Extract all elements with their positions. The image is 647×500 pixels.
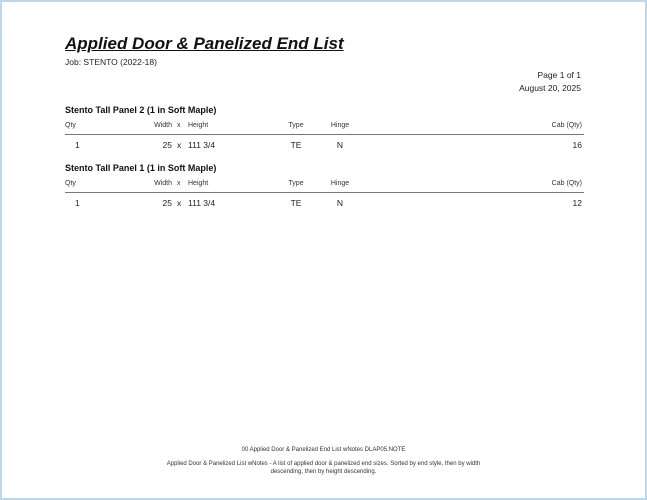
- cab-cell: 16: [572, 140, 582, 150]
- height-cell: 111 3/4: [188, 198, 216, 208]
- col-height-header: Height: [188, 122, 209, 129]
- qty-cell: 1: [75, 198, 80, 208]
- footer-description: Applied Door & Panelized List wNotes - A list of applied door & panelized end sizes. Sorted by end style, then by width descending, then by height descending.: [166, 461, 481, 475]
- qty-cell: 1: [75, 140, 80, 150]
- hinge-cell: N: [336, 140, 344, 150]
- col-cab-header: Cab (Qty): [551, 180, 582, 187]
- col-width-header: Width: [154, 122, 172, 129]
- page-info: [519, 69, 581, 95]
- report-title: Applied Door & Panelized End List: [65, 34, 344, 53]
- col-type-header: Type: [288, 180, 304, 187]
- table-row: [65, 198, 584, 210]
- cab-cell: 12: [572, 198, 582, 208]
- col-hinge-header: Hinge: [330, 180, 350, 187]
- x-cell: x: [177, 198, 182, 208]
- col-height-header: Height: [188, 180, 209, 187]
- footer-report-name: 00 Applied Door & Panelized End List wNotes DLAP05.NOTE: [241, 447, 406, 453]
- width-cell: 25: [162, 198, 172, 208]
- section-title: Stento Tall Panel 2 (1 in Soft Maple): [65, 105, 217, 115]
- col-qty-header: Qty: [65, 122, 76, 129]
- col-x-header: x: [177, 180, 181, 187]
- type-cell: TE: [290, 198, 302, 208]
- width-cell: 25: [162, 140, 172, 150]
- section-title: Stento Tall Panel 1 (1 in Soft Maple): [65, 163, 217, 173]
- column-header-row: [65, 180, 584, 193]
- table-row: [65, 140, 584, 152]
- col-x-header: x: [177, 122, 181, 129]
- col-type-header: Type: [288, 122, 304, 129]
- page-number: Page 1 of 1: [537, 70, 581, 80]
- x-cell: x: [177, 140, 182, 150]
- col-cab-header: Cab (Qty): [551, 122, 582, 129]
- type-cell: TE: [290, 140, 302, 150]
- hinge-cell: N: [336, 198, 344, 208]
- job-label: Job: STENTO (2022-18): [65, 57, 157, 67]
- col-hinge-header: Hinge: [330, 122, 350, 129]
- height-cell: 111 3/4: [188, 140, 216, 150]
- col-qty-header: Qty: [65, 180, 76, 187]
- column-header-row: [65, 122, 584, 135]
- report-date: August 20, 2025: [519, 83, 581, 93]
- col-width-header: Width: [154, 180, 172, 187]
